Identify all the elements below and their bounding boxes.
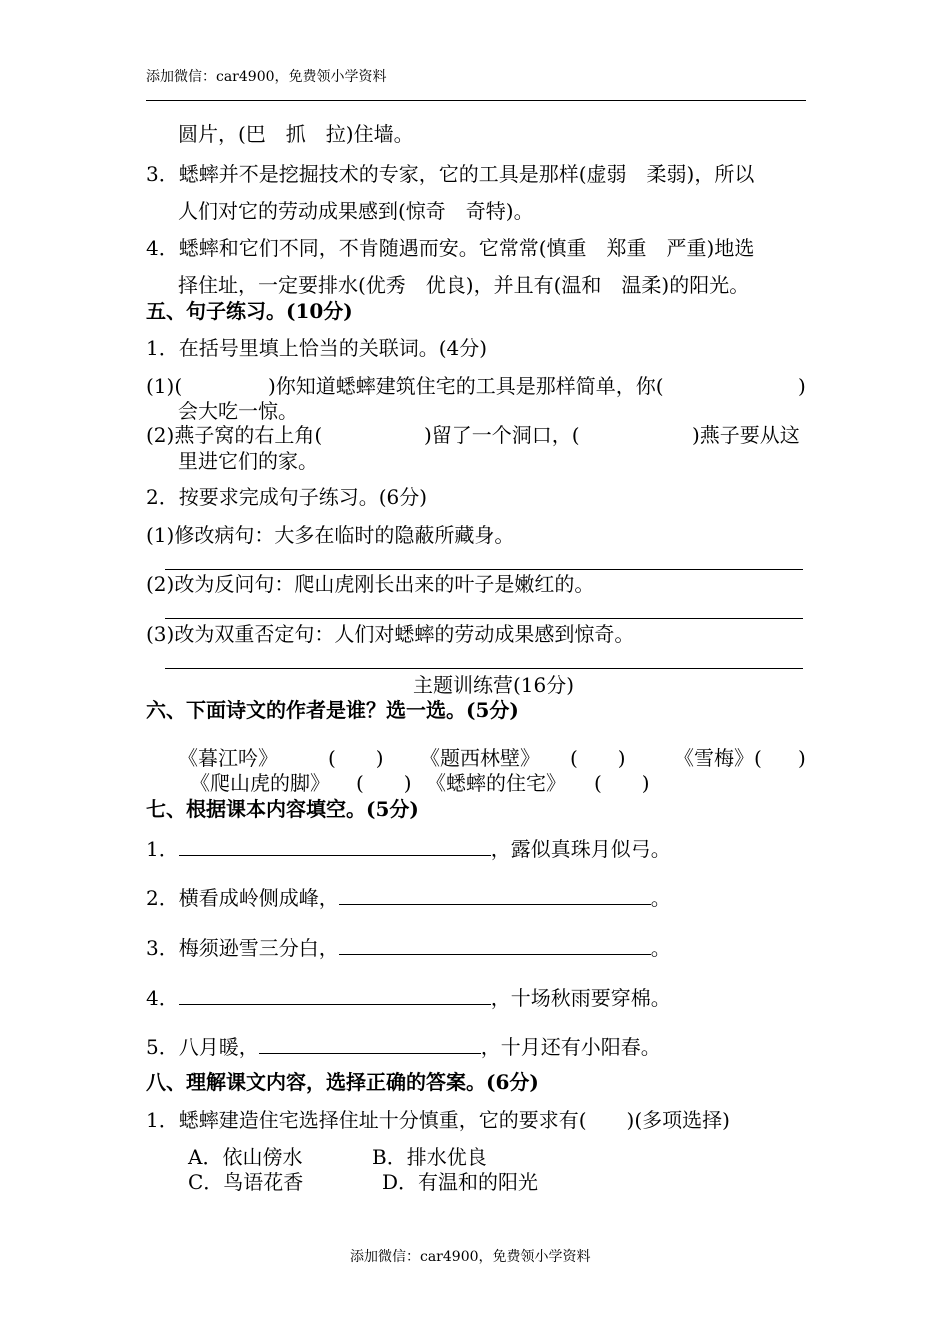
- answer-line-q2-1[interactable]: [165, 569, 803, 570]
- answer-paren-2[interactable]: ( ): [570, 746, 626, 770]
- sec5-q1-1-text: )你知道蟋蟀建筑住宅的工具是那样简单，你(: [268, 374, 664, 398]
- camp-title: 主题训练营(16分): [413, 673, 575, 697]
- sec7-item1-suffix: ，露似真珠月似弓。: [490, 837, 671, 861]
- sec5-q1: 1．在括号里填上恰当的关联词。(4分): [146, 336, 488, 360]
- option-a[interactable]: A．依山傍水: [188, 1145, 303, 1169]
- sec5-q1-1-line2: 会大吃一惊。: [178, 399, 298, 423]
- sec5-q2-3: (3)改为双重否定句：人们对蟋蟀的劳动成果感到惊奇。: [146, 622, 635, 646]
- sec7-item4-prefix: 4．: [146, 986, 179, 1010]
- sec7-item1: [146, 835, 671, 861]
- sec5-q1-2-close: )燕子要从这: [692, 423, 800, 447]
- fill-blank-3[interactable]: [339, 934, 651, 955]
- sec7-item4: [146, 984, 671, 1010]
- sec4-item3-line2: 人们对它的劳动成果感到(惊奇 奇特)。: [178, 199, 534, 223]
- sec7-item1-prefix: 1．: [146, 837, 179, 861]
- answer-paren-5[interactable]: ( ): [594, 771, 650, 795]
- page-footer: 添加微信：car4900，免费领小学资料: [350, 1249, 591, 1265]
- sec6-row2: [190, 771, 690, 795]
- option-d[interactable]: D．有温和的阳光: [382, 1170, 539, 1194]
- sec7-item3-suffix: 。: [650, 936, 671, 960]
- sec7-item5-suffix: ，十月还有小阳春。: [480, 1035, 661, 1059]
- sec5-q1-2-line2: 里进它们的家。: [178, 449, 318, 473]
- sec7-item4-suffix: ，十场秋雨要穿棉。: [490, 986, 671, 1010]
- sec5-q1-2-text: )留了一个洞口，(: [424, 423, 580, 447]
- sec7-title: 七、根据课本内容填空。(5分): [146, 797, 419, 821]
- fill-blank-1[interactable]: [179, 835, 491, 856]
- fill-blank-5[interactable]: [259, 1033, 481, 1054]
- answer-paren-1[interactable]: ( ): [328, 746, 384, 770]
- sec8-title: 八、理解课文内容，选择正确的答案。(6分): [146, 1070, 539, 1094]
- poem-xuemei: 《雪梅》(: [674, 746, 762, 770]
- answer-line-q2-3[interactable]: [165, 668, 803, 669]
- text-pashanhu: 《爬山虎的脚》: [190, 771, 330, 795]
- sec6-title: 六、下面诗文的作者是谁？选一选。(5分): [146, 698, 519, 722]
- sec4-item4-line1: 4．蟋蟀和它们不同，不肯随遇而安。它常常(慎重 郑重 严重)地选: [146, 236, 755, 260]
- option-b[interactable]: B．排水优良: [372, 1145, 487, 1169]
- poem-tixilinbi: 《题西林壁》: [420, 746, 540, 770]
- poem-mujiangyin: 《暮江吟》: [178, 746, 278, 770]
- sec5-q2-1: (1)修改病句：大多在临时的隐蔽所藏身。: [146, 523, 515, 547]
- sec7-item5-prefix: 5．八月暖，: [146, 1035, 259, 1059]
- sec5-title: 五、句子练习。(10分): [146, 299, 353, 323]
- sec7-item3: [146, 934, 671, 960]
- sec5-q2: 2．按要求完成句子练习。(6分): [146, 485, 428, 509]
- sec6-row1: [178, 746, 806, 770]
- page-header: 添加微信：car4900，免费领小学资料: [146, 69, 387, 85]
- sec7-item2: [146, 884, 671, 910]
- option-c[interactable]: C．鸟语花香: [188, 1170, 304, 1194]
- sec8-q1: 1．蟋蟀建造住宅选择住址十分慎重，它的要求有( )(多项选择): [146, 1108, 730, 1132]
- sec4-item4-line2: 择住址，一定要排水(优秀 优良)，并且有(温和 温柔)的阳光。: [178, 273, 750, 297]
- sec4-item2-continuation: 圆片，(巴 抓 拉)住墙。: [178, 122, 414, 146]
- sec7-item3-prefix: 3．梅须逊雪三分白，: [146, 936, 339, 960]
- sec7-item2-suffix: 。: [650, 886, 671, 910]
- sec5-q2-2: (2)改为反问句：爬山虎刚长出来的叶子是嫩红的。: [146, 572, 595, 596]
- fill-blank-4[interactable]: [179, 984, 491, 1005]
- answer-paren-4[interactable]: ( ): [356, 771, 412, 795]
- sec7-item2-prefix: 2．横看成岭侧成峰，: [146, 886, 339, 910]
- sec4-item3-line1: 3．蟋蟀并不是挖掘技术的专家，它的工具是那样(虚弱 柔弱)，所以: [146, 162, 755, 186]
- sec5-q1-2-open: (2)燕子窝的右上角(: [146, 423, 323, 447]
- answer-line-q2-2[interactable]: [165, 618, 803, 619]
- sec5-q1-1-open: (1)(: [146, 374, 183, 398]
- text-xishuai: 《蟋蟀的住宅》: [426, 771, 566, 795]
- sec7-item5: [146, 1033, 661, 1059]
- header-rule: [146, 100, 806, 101]
- answer-paren-3-close: ): [798, 746, 806, 770]
- sec5-q1-1-close: ): [798, 374, 806, 398]
- fill-blank-2[interactable]: [339, 884, 651, 905]
